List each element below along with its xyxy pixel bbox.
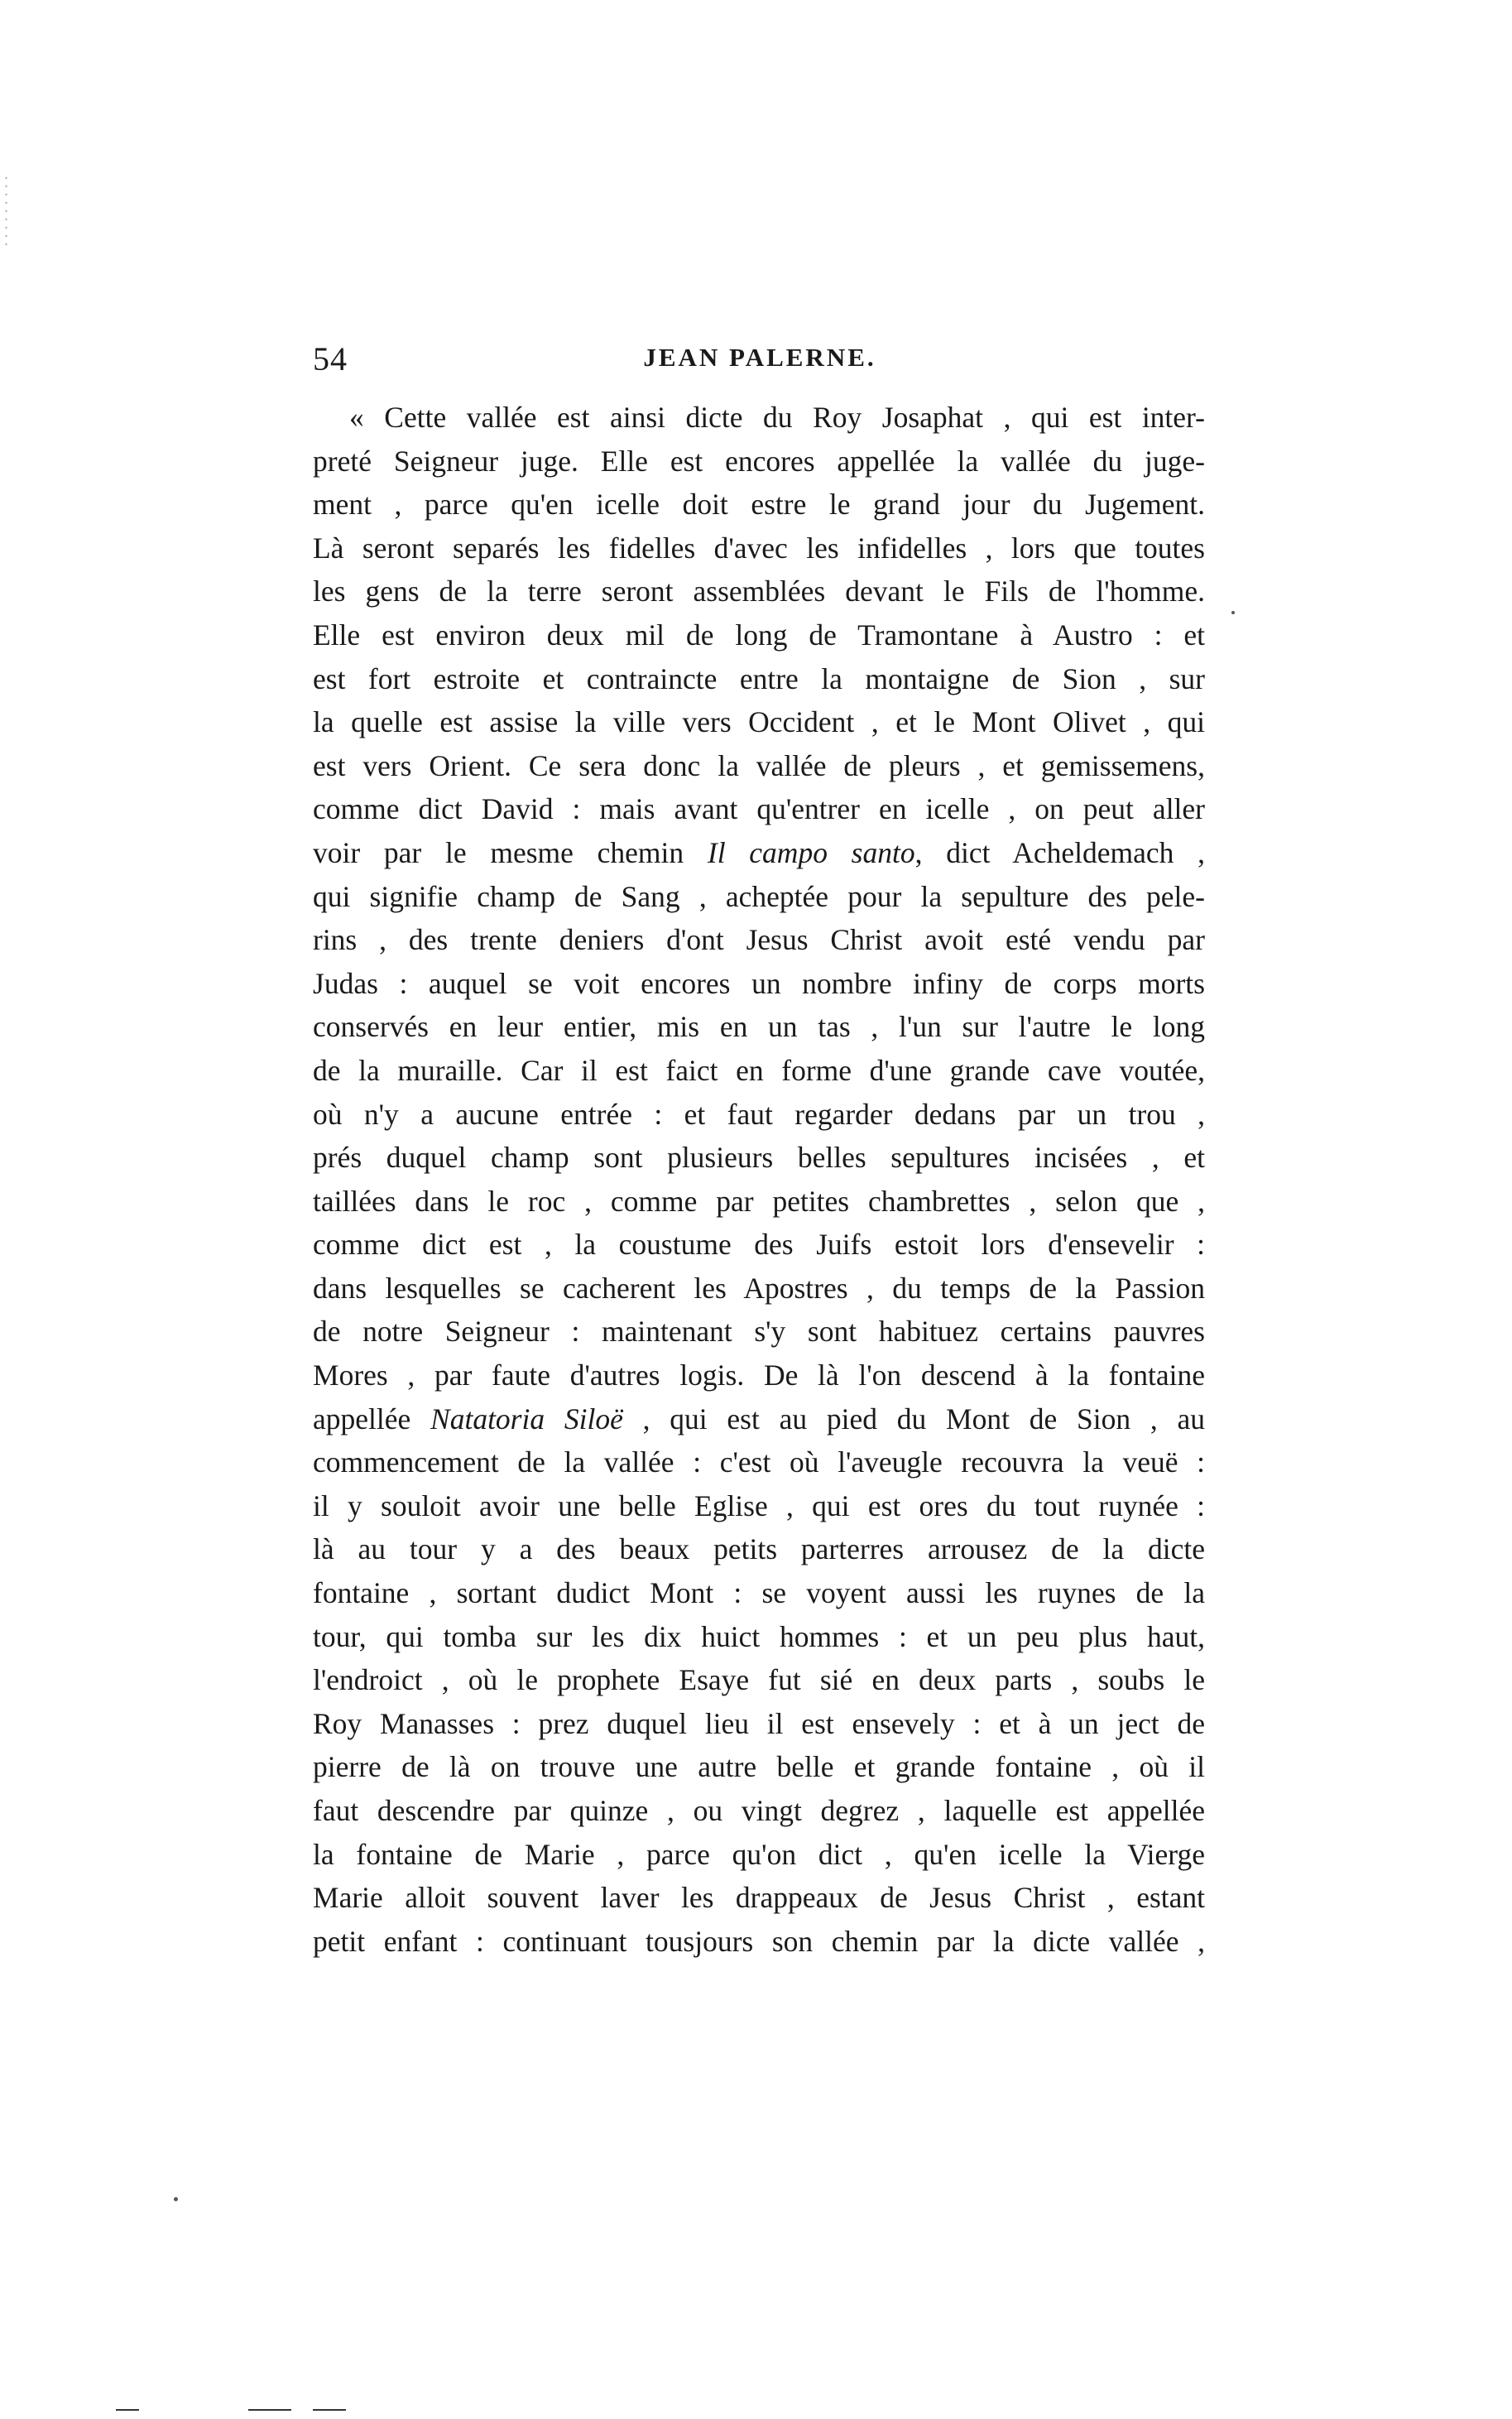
text-line: l'endroict , où le prophete Esaye fut sié en deux parts , soubs le	[313, 1663, 1205, 1697]
scan-speck	[1231, 611, 1235, 614]
page-number: 54	[313, 340, 348, 378]
text-line: ment , parce qu'en icelle doit estre le grand jour du Jugement.	[313, 488, 1205, 522]
text-line: où n'y a aucune entrée : et faut regarder dedans par un trou ,	[313, 1097, 1205, 1131]
text-line: est vers Orient. Ce sera donc la vallée de pleurs , et gemissemens,	[313, 748, 1205, 782]
text-line: il y souloit avoir une belle Eglise , qui est ores du tout ruynée :	[313, 1488, 1205, 1522]
text-line: tour, qui tomba sur les dix huict hommes : et un peu plus haut,	[313, 1619, 1205, 1653]
scan-speck	[174, 2197, 178, 2201]
text-line: est fort estroite et contraincte entre la montaigne de Sion , sur	[313, 661, 1205, 695]
text-line: prés duquel champ sont plusieurs belles sepultures incisées , et	[313, 1141, 1205, 1175]
text-line: Elle est environ deux mil de long de Tramontane à Austro : et	[313, 618, 1205, 652]
text-line: conservés en leur entier, mis en un tas , l'un sur l'autre le long	[313, 1010, 1205, 1044]
text-line: petit enfant : continuant tousjours son chemin par la dicte vallée ,	[313, 1924, 1205, 1958]
page-header	[313, 339, 1207, 389]
text-line: pierre de là on trouve une autre belle et grande fontaine , où il	[313, 1750, 1205, 1784]
text-line: de notre Seigneur : maintenant s'y sont habituez certains pauvres	[313, 1315, 1205, 1349]
text-line: Judas : auquel se voit encores un nombre infiny de corps morts	[313, 966, 1205, 1000]
text-line: qui signifie champ de Sang , acheptée pour la sepulture des pele-	[313, 879, 1205, 913]
text-line: les gens de la terre seront assemblées devant le Fils de l'homme.	[313, 575, 1205, 608]
text-line: comme dict David : mais avant qu'entrer en icelle , on peut aller	[313, 792, 1205, 826]
text-line: Mores , par faute d'autres logis. De là l'on descend à la fontaine	[313, 1359, 1205, 1392]
text-line: là au tour y a des beaux petits parterres arrousez de la dicte	[313, 1532, 1205, 1566]
text-line: comme dict est , la coustume des Juifs estoit lors d'ensevelir :	[313, 1228, 1205, 1262]
text-line: faut descendre par quinze , ou vingt degrez , laquelle est appellée	[313, 1794, 1205, 1827]
scan-edge-marks	[5, 174, 7, 248]
text-line: Roy Manasses : prez duquel lieu il est ensevely : et à un ject de	[313, 1706, 1205, 1740]
text-line: la quelle est assise la ville vers Occident , et le Mont Olivet , qui	[313, 705, 1205, 739]
text-line: dans lesquelles se cacherent les Apostres , du temps de la Passion	[313, 1271, 1205, 1305]
text-line: fontaine , sortant dudict Mont : se voyent aussi les ruynes de la	[313, 1576, 1205, 1610]
running-head: JEAN PALERNE.	[643, 343, 876, 372]
scan-mark	[313, 2409, 346, 2411]
text-line: taillées dans le roc , comme par petites chambrettes , selon que ,	[313, 1184, 1205, 1218]
text-line: de la muraille. Car il est faict en forme d'une grande cave voutée,	[313, 1053, 1205, 1087]
text-line: commencement de la vallée : c'est où l'aveugle recouvra la veuë :	[313, 1445, 1205, 1479]
text-line: Là seront separés les fidelles d'avec les infidelles , lors que toutes	[313, 531, 1205, 565]
text-line: rins , des trente deniers d'ont Jesus Christ avoit esté vendu par	[313, 923, 1205, 957]
text-line: « Cette vallée est ainsi dicte du Roy Josaphat , qui est inter-	[349, 401, 1205, 434]
body-text	[313, 396, 1205, 1963]
text-line: Marie alloit souvent laver les drappeaux de Jesus Christ , estant	[313, 1881, 1205, 1915]
text-line: preté Seigneur juge. Elle est encores appellée la vallée du juge-	[313, 444, 1205, 478]
scan-mark	[248, 2409, 291, 2411]
text-line: la fontaine de Marie , parce qu'on dict , qu'en icelle la Vierge	[313, 1837, 1205, 1871]
scan-mark	[116, 2409, 139, 2411]
text-line: voir par le mesme chemin Il campo santo, dict Acheldemach ,	[313, 835, 1205, 869]
text-line: appellée Natatoria Siloë , qui est au pied du Mont de Sion , au	[313, 1402, 1205, 1436]
